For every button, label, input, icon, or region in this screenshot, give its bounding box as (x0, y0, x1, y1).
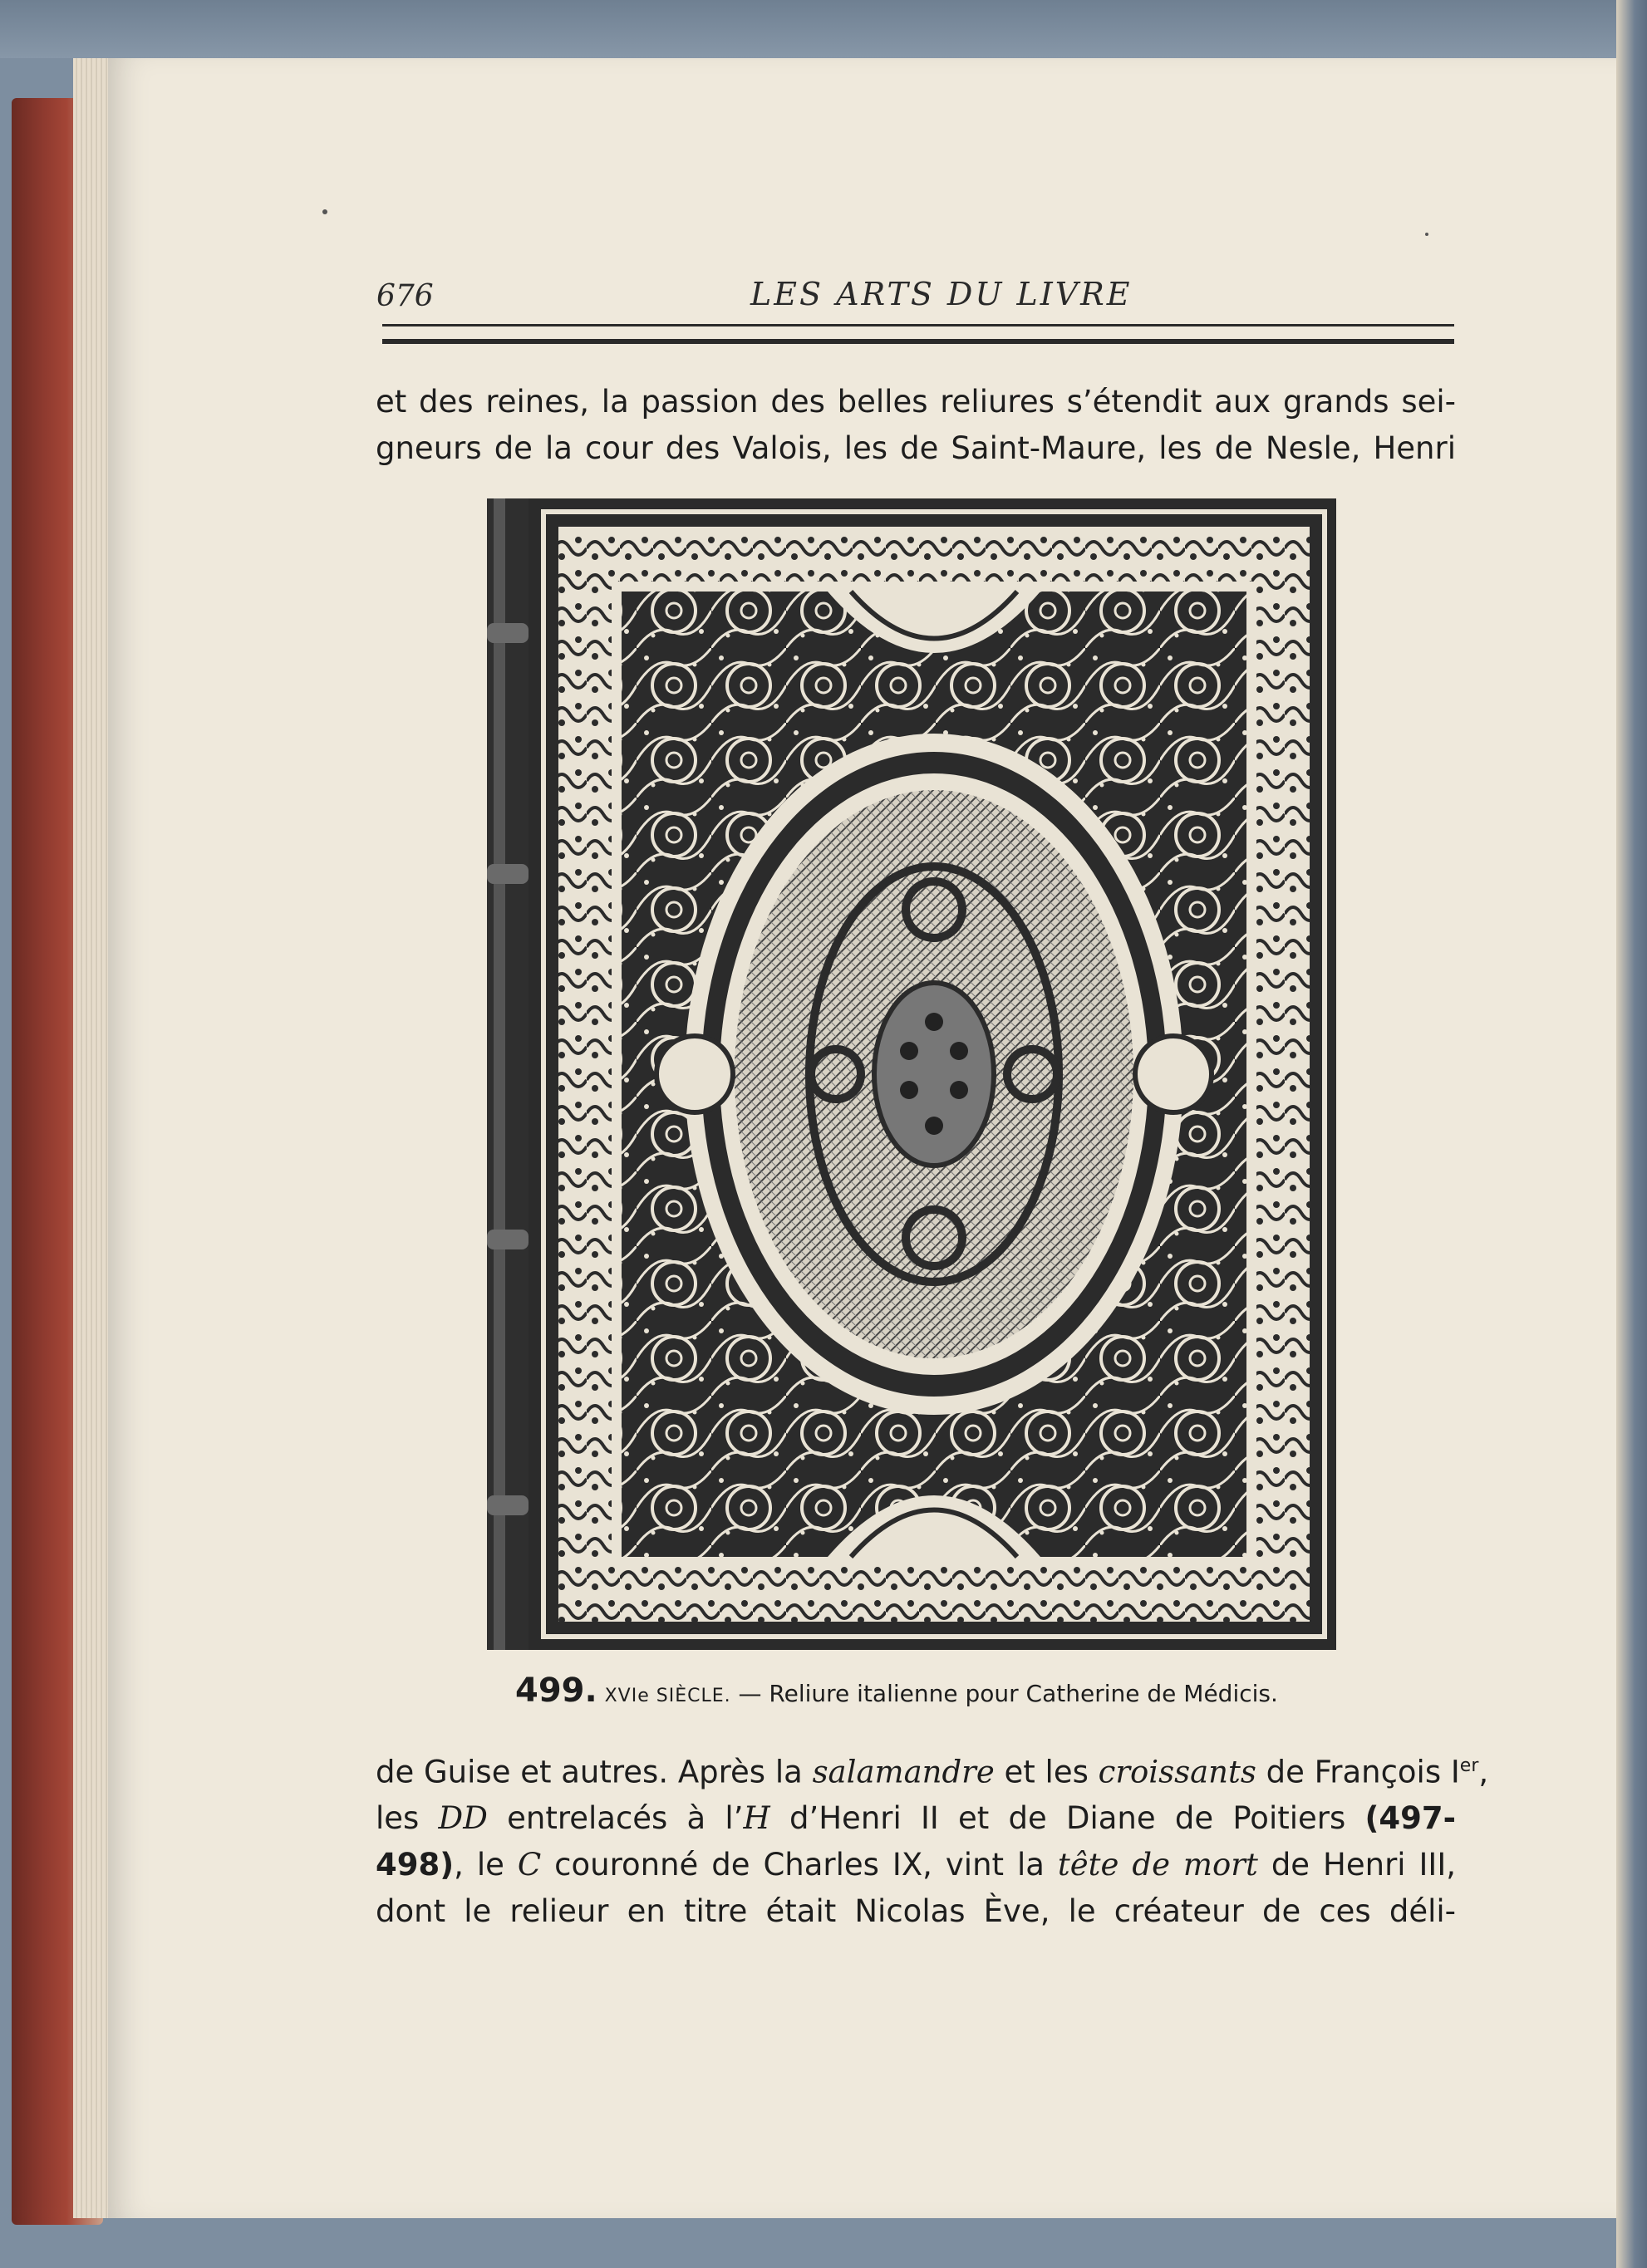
text-run: entrelacés à l’ (487, 1800, 744, 1837)
header-rule-thick (382, 339, 1454, 344)
italic-word: tête de mort (1057, 1847, 1258, 1883)
text-line: dont le relieur en titre était Nicolas Ève, le créateur de ces déli- (376, 1893, 1456, 1930)
text-run: d’Henri II et de Diane de Poitiers (769, 1800, 1365, 1837)
running-title: LES ARTS DU LIVRE (750, 276, 1133, 312)
text-run: , (1478, 1754, 1489, 1790)
italic-word: salamandre (812, 1754, 995, 1790)
text-run: et les (994, 1754, 1099, 1790)
scan-background-right (1616, 0, 1647, 2268)
text-run: de François I (1256, 1754, 1460, 1790)
text-line: et des reines, la passion des belles reliures s’étendit aux grands sei- (376, 384, 1456, 420)
text-line (376, 1842, 1456, 1888)
italic-word: C (517, 1847, 542, 1883)
figure-caption-text: — Reliure italienne pour Catherine de Médicis. (730, 1680, 1278, 1707)
italic-word: DD (438, 1800, 488, 1837)
paper-speck (322, 209, 327, 214)
paragraph-top (376, 379, 1456, 472)
text-line: gneurs de la cour des Valois, les de Saint-Maure, les de Nesle, Henri (376, 430, 1456, 466)
header-rule-thin (382, 324, 1454, 326)
bookbinding-figure (487, 498, 1336, 1650)
text-run: les (376, 1800, 439, 1837)
italic-word: croissants (1098, 1754, 1256, 1790)
scan-background-top (0, 0, 1647, 58)
superscript: er (1459, 1755, 1479, 1776)
paper-speck (1425, 233, 1428, 236)
paragraph-bottom (376, 1743, 1489, 1935)
figure-period: XVIe SIÈCLE. (604, 1686, 731, 1706)
page-number: 676 (376, 279, 434, 313)
text-run: de Guise et autres. Après la (376, 1754, 813, 1790)
figure-number: 499. (515, 1672, 597, 1710)
text-line (376, 1795, 1456, 1842)
text-run: , le (454, 1847, 518, 1883)
text-run: couronné de Charles IX, vint la (541, 1847, 1058, 1883)
italic-word: H (743, 1800, 770, 1837)
text-run: de Henri III, (1257, 1847, 1457, 1883)
figure-reference: 498) (376, 1847, 455, 1883)
figure-caption (515, 1672, 1346, 1710)
running-header (376, 274, 1457, 316)
text-line (376, 1743, 1489, 1795)
figure-reference: (497- (1364, 1800, 1456, 1837)
